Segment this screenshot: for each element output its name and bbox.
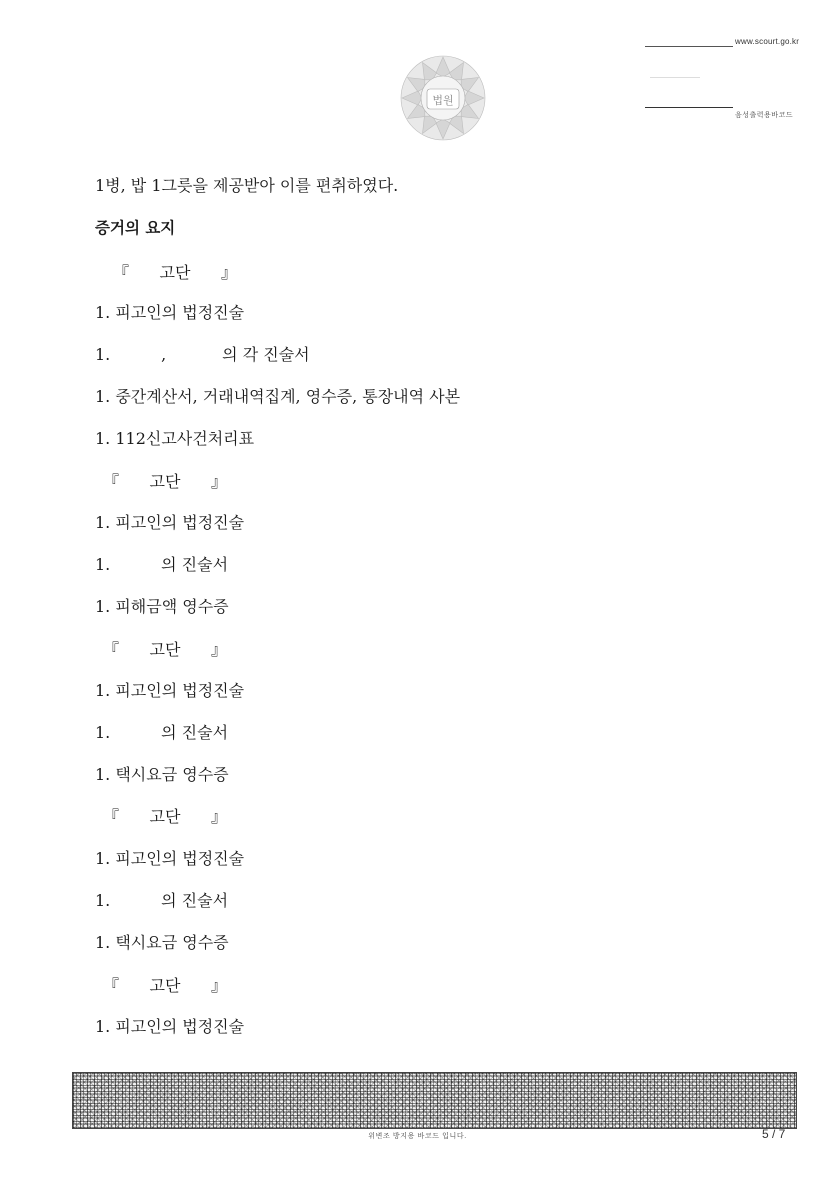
barcode-note: 위변조 방지용 바코드 입니다. [368, 1133, 467, 1140]
evidence-item: 1. 피고인의 법정진술 [95, 1017, 245, 1036]
evidence-item: 1. 피고인의 법정진술 [95, 513, 245, 532]
case-label: 『 고단 』 [103, 976, 227, 995]
court-seal [398, 53, 488, 143]
case-label: 『 고단 』 [103, 807, 227, 826]
evidence-item: 1. 의 진술서 [95, 723, 229, 742]
evidence-item: 1. 피해금액 영수증 [95, 597, 229, 616]
audio-barcode-label: 음성출력용바코드 [735, 112, 794, 119]
header-rule-faint [650, 77, 700, 78]
evidence-item: 1. 택시요금 영수증 [95, 765, 229, 784]
page-number: 5 / 7 [762, 1127, 786, 1141]
evidence-item: 1. 피고인의 법정진술 [95, 849, 245, 868]
header-rule-bottom [645, 107, 733, 108]
anti-forgery-barcode [72, 1072, 797, 1129]
evidence-item: 1. 피고인의 법정진술 [95, 681, 245, 700]
court-url: www.scourt.go.kr [735, 37, 800, 46]
evidence-item: 1. 중간계산서, 거래내역집계, 영수증, 통장내역 사본 [95, 387, 461, 406]
evidence-item: 1. , 의 각 진술서 [95, 345, 310, 364]
header-rule-top [645, 46, 733, 47]
case-label: 『 고단 』 [113, 263, 237, 282]
court-seal-icon [398, 53, 488, 143]
evidence-item: 1. 의 진술서 [95, 555, 229, 574]
svg-text:법원: 법원 [432, 94, 454, 107]
evidence-item: 1. 112신고사건처리표 [95, 429, 255, 448]
evidence-item: 1. 택시요금 영수증 [95, 933, 229, 952]
evidence-item: 1. 의 진술서 [95, 891, 229, 910]
body-line: 1병, 밥 1그릇을 제공받아 이를 편취하였다. [95, 176, 399, 195]
evidence-item: 1. 피고인의 법정진술 [95, 303, 245, 322]
section-heading: 증거의 요지 [95, 219, 176, 237]
case-label: 『 고단 』 [103, 640, 227, 659]
case-label: 『 고단 』 [103, 472, 227, 491]
